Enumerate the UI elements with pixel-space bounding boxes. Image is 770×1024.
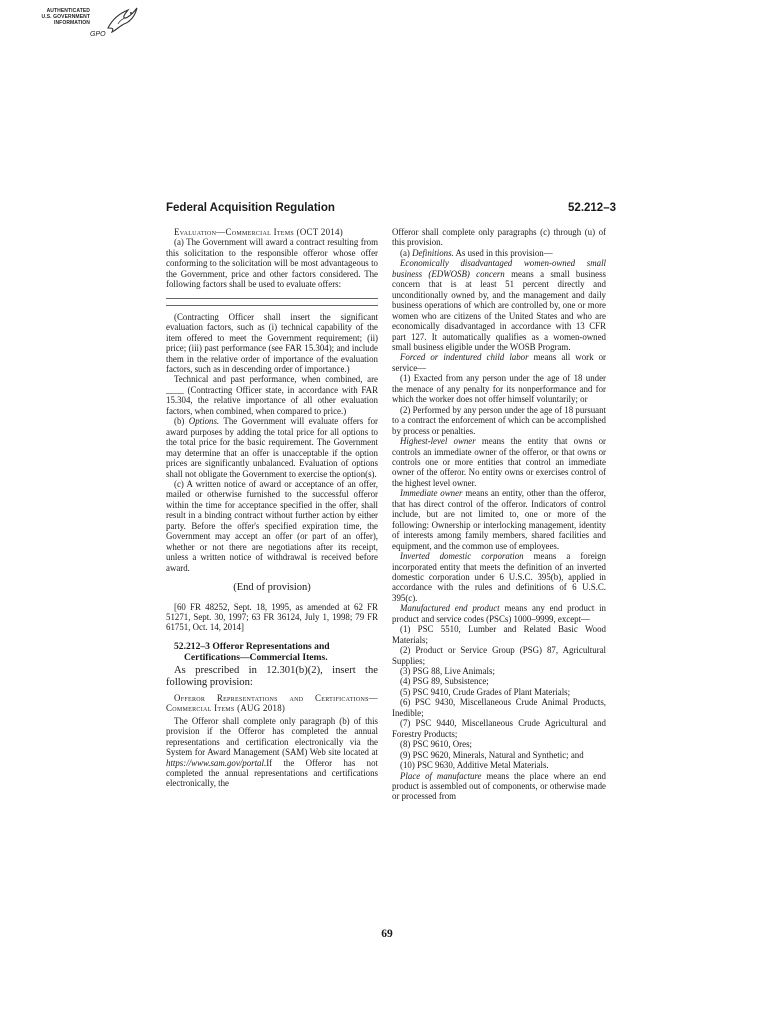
edwosb-term: Economically disadvantaged women-owned small business (EDWOSB) concern — [392, 258, 606, 279]
continuation-text: Offeror shall complete only paragraphs (c) through (u) of this provision. — [392, 227, 606, 248]
intro-paragraph — [166, 716, 378, 789]
gpo-authentication-seal — [30, 6, 142, 44]
blank-rule — [166, 298, 378, 299]
forced-labor-item-1: (1) Exacted from any person under the age of 18 under the menace of any penalty for its nonperformance and for which the worker does not offer himself voluntarily; or — [392, 373, 606, 405]
seal-line-2: U.S. GOVERNMENT — [41, 14, 90, 20]
psc-list-item: (9) PSC 9620, Minerals, Natural and Synthetic; and — [400, 749, 584, 760]
psc-list-item: (4) PSG 89, Subsistence; — [400, 676, 489, 687]
evaluation-provision-title: Evaluation—Commercial Items (OCT 2014) — [174, 227, 344, 237]
definition-highest-level-owner — [392, 436, 606, 488]
options-label: (b) — [174, 416, 185, 427]
definition-forced-labor — [392, 352, 606, 373]
right-column — [392, 227, 606, 802]
definition-inverted-corporation — [392, 551, 606, 603]
forced-labor-text: means all work or service— — [392, 352, 606, 373]
paragraph-b-options — [166, 416, 378, 479]
page-number: 69 — [381, 928, 393, 940]
definitions-text: As used in this provision— — [455, 247, 553, 258]
history-note: [60 FR 48252, Sept. 18, 1995, as amended at 62 FR 51271, Sept. 30, 1997; 63 FR 36124, July 1, 1998; 79 FR 61751, Oct. 14, 2014] — [166, 601, 378, 633]
options-term: Options. — [188, 416, 220, 427]
running-head-title: Federal Acquisition Regulation — [166, 202, 335, 214]
psc-list-item: (8) PSC 9610, Ores; — [400, 739, 472, 750]
immediate-owner-term: Immediate owner — [400, 488, 463, 499]
section-heading-line-1: 52.212–3 Offeror Representations and — [174, 640, 330, 652]
seal-text — [30, 8, 90, 26]
contracting-officer-note: (Contracting Officer shall insert the significant evaluation factors, such as (i) technical capability of the item offered to meet the Government requirement; (ii) price; (iii) past performance (see FAR 15.304); and include them in the relative order of importance of the evaluation factors, such as in descending order of importance.) — [166, 311, 378, 374]
definition-edwosb — [392, 258, 606, 352]
options-text: The Government will evaluate offers for award purposes by adding the total price for all options to the total price for the basic requirement. The Government may determine that an offer is unacceptable if the option prices are significantly unbalanced. Evaluation of options shall not obligate the Government to exercise the option(s). — [166, 416, 378, 479]
highest-owner-term: Highest-level owner — [400, 436, 476, 447]
psc-list-item: (10) PSC 9630, Additive Metal Materials. — [400, 760, 549, 771]
intro-text-end: If the Offeror has not completed the annual representations and certifications electronically, the — [166, 757, 378, 789]
definition-manufactured-end-product — [392, 603, 606, 624]
paragraph-c: (c) A written notice of award or acceptance of an offer, mailed or otherwise furnished to the successful offeror within the time for acceptance specified in the offer, shall result in a binding contract without further action by either party. Before the offer's specified expiration time, the Government may accept an offer (or part of an offer), whether or not there are negotiations after its receipt, unless a written notice of withdrawal is received before award. — [166, 478, 378, 573]
forced-labor-item-2: (2) Performed by any person under the age of 18 pursuant to a contract the enforcement of which can be accomplished by process or penalties. — [392, 404, 606, 436]
inverted-corporation-text: means a foreign incorporated entity that meets the definition of an inverted domestic corporation under 6 U.S.C. 395(b), applied in accordance with the rules and definitions of 6 U.S.C. 395(c). — [392, 551, 606, 603]
immediate-owner-text: means an entity, other than the offeror, that has direct control of the offeror. Indicators of control include, but are not limited to, one or more of the following: Ownership or interlocking management, identity of interests among family members, shared facilities and equipment, and the common use of employees. — [392, 488, 606, 551]
definition-place-of-manufacture — [392, 771, 606, 802]
definitions-term: Definitions. — [412, 247, 454, 258]
manufactured-product-term: Manufactured end product — [400, 603, 500, 614]
definitions-paragraph — [392, 248, 606, 258]
place-of-manufacture-text: means the place where an end product is assembled out of components, or otherwise made or processed from — [392, 770, 606, 802]
provision-title: Offeror Representations and Certifications—Commercial Items (AUG 2018) — [166, 692, 378, 714]
place-of-manufacture-term: Place of manufacture — [400, 770, 482, 781]
psc-list-item: (2) Product or Service Group (PSG) 87, Agricultural Supplies; — [392, 645, 606, 666]
left-column — [166, 227, 378, 789]
section-heading-line-2: Certifications—Commercial Items. — [184, 651, 328, 663]
seal-gpo-label: GPO — [90, 31, 106, 38]
section-heading — [166, 641, 378, 663]
running-head-section: 52.212–3 — [568, 202, 616, 214]
blank-rule — [166, 305, 378, 306]
technical-past-performance: Technical and past performance, when combined, are ____ (Contracting Officer state, in accordance with FAR 15.304, the relative importance of all other evaluation factors, when combined, when compared to price.) — [166, 374, 378, 416]
paragraph-a: (a) The Government will award a contract resulting from this solicitation to the responsible offeror whose offer conforming to the solicitation will be most advantageous to the Government, price and other factors considered. The following factors shall be used to evaluate offers: — [166, 237, 378, 290]
prescribed-text: As prescribed in 12.301(b)(2), insert the following provision: — [166, 664, 378, 688]
psc-list-item: (1) PSC 5510, Lumber and Related Basic Wood Materials; — [392, 624, 606, 645]
end-of-provision: (End of provision) — [233, 582, 311, 594]
inverted-corporation-term: Inverted domestic corporation — [400, 551, 524, 562]
intro-text-start: The Offeror shall complete only paragraph (b) of this provision if the Offeror has completed the annual representations and certification electronically via the System for Award Management (SAM) Web site located at — [166, 715, 378, 758]
psc-list-item: (7) PSC 9440, Miscellaneous Crude Agricultural and Forestry Products; — [392, 718, 606, 739]
manufactured-product-text: means any end product in product and service codes (PSCs) 1000–9999, except— — [392, 603, 606, 624]
definition-immediate-owner — [392, 488, 606, 551]
highest-owner-text: means the entity that owns or controls an immediate owner of the offeror, or that owns or controls one or more entities that control an immediate owner of the offeror. No entity owns or exercises control of the highest level owner. — [392, 436, 606, 488]
eagle-icon — [104, 6, 140, 36]
seal-line-3: INFORMATION — [53, 20, 90, 26]
sam-portal-url: https://www.sam.gov/portal. — [166, 757, 267, 768]
forced-labor-term: Forced or indentured child labor — [400, 352, 529, 363]
psc-list-item: (3) PSG 88, Live Animals; — [400, 666, 495, 677]
psc-list-item: (6) PSC 9430, Miscellaneous Crude Animal Products, Inedible; — [392, 697, 606, 718]
seal-line-1: AUTHENTICATED — [46, 8, 90, 14]
definitions-label: (a) — [400, 247, 410, 258]
running-head — [166, 202, 616, 218]
edwosb-text: means a small business concern that is at least 51 percent directly and unconditionally owned by, and the management and daily business operations of which are controlled by, one or more women who are citizens of the United States and who are economically disadvantaged in accordance with 13 CFR part 127. It automatically qualifies as a women-owned small business eligible under the WOSB Program. — [392, 268, 606, 352]
psc-list-item: (5) PSC 9410, Crude Grades of Plant Materials; — [400, 686, 571, 697]
